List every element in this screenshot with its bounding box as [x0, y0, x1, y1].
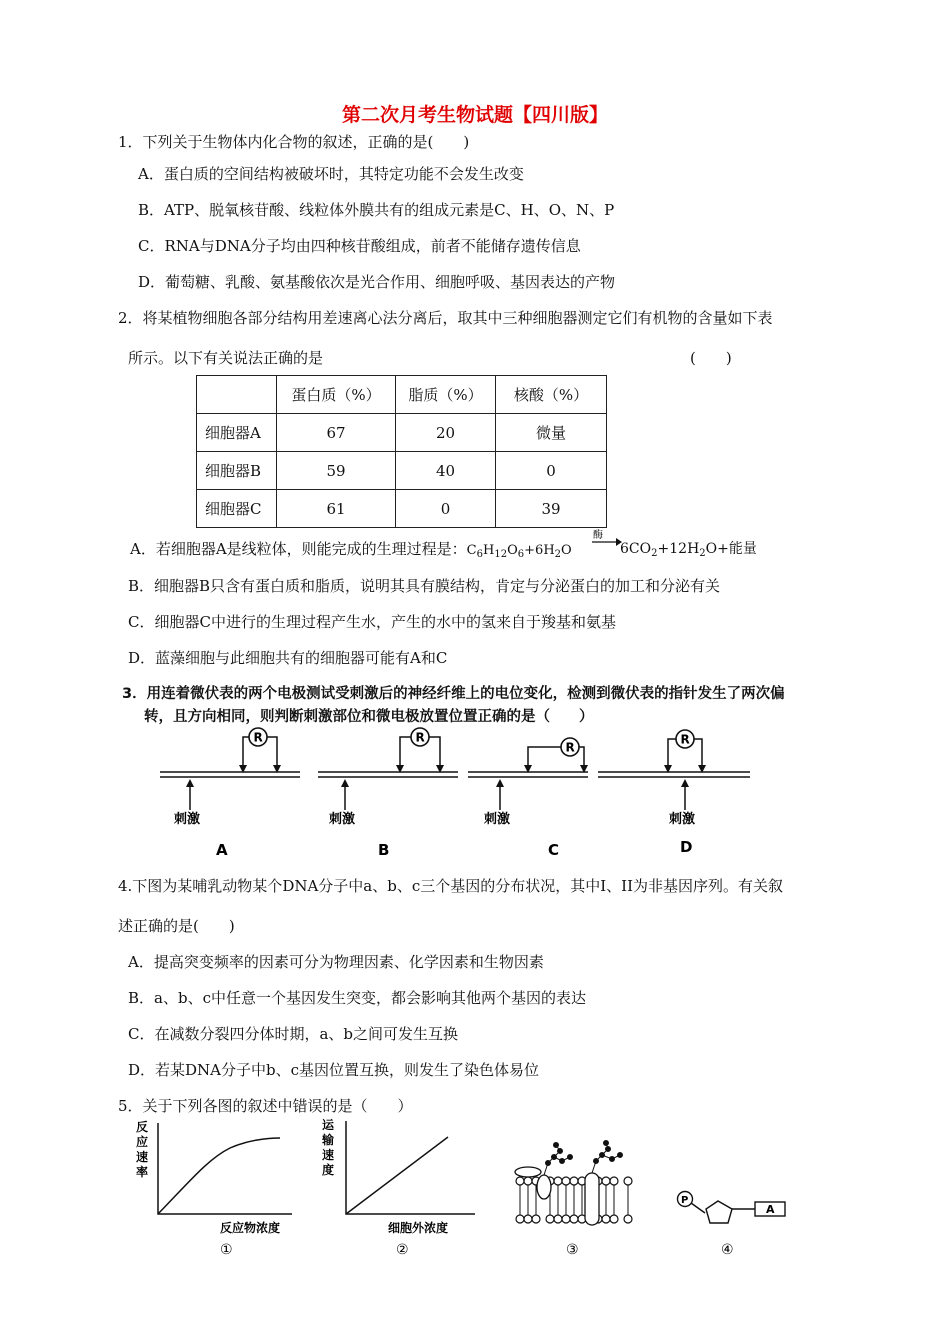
q1-option-a[interactable]: A．蛋白质的空间结构被破坏时，其特定功能不会发生改变 [138, 165, 524, 183]
y-axis-label-char: 度 [322, 1163, 335, 1177]
q2-answer-bracket: ( ) [690, 349, 732, 367]
enzyme-arrow [592, 527, 622, 553]
figure-number: ① [220, 1242, 233, 1258]
table-cell: 微量 [496, 414, 607, 452]
figure-3-cell-membrane [515, 1141, 632, 1259]
q1-stem: 1．下列关于生物体内化合物的叙述，正确的是( ) [118, 133, 470, 151]
table-row [197, 414, 607, 452]
meter-label: R [680, 732, 690, 747]
ribose-pentagon [706, 1201, 732, 1223]
figure-number: ② [396, 1242, 409, 1258]
q2-option-d[interactable]: D．蓝藻细胞与此细胞共有的细胞器可能有A和C [128, 649, 448, 667]
q4-stem-line1: 4.下图为某哺乳动物某个DNA分子中a、b、c三个基因的分布状况，其中I、II为非基因序列。有关叙 [118, 877, 784, 895]
electrode-wire [400, 737, 411, 769]
panel-label: C [548, 841, 560, 859]
phosphate-label: P [681, 1195, 689, 1206]
electrode-wire [694, 739, 702, 769]
q1-option-d[interactable]: D．葡萄糖、乳酸、氨基酸依次是光合作用、细胞呼吸、基因表达的产物 [138, 273, 616, 291]
q2-option-a[interactable] [130, 538, 572, 560]
stimulus-arrow-head [341, 779, 349, 787]
figure-4-atp-structure [678, 1192, 786, 1259]
phospholipid-tails [520, 1185, 628, 1215]
y-axis-label-char: 输 [322, 1133, 335, 1147]
x-axis-label: 反应物浓度 [220, 1221, 281, 1235]
table-cell: 细胞器A [197, 414, 277, 452]
electrode-wire [267, 737, 277, 769]
enzyme-label: 酶 [593, 530, 603, 541]
y-axis-label-char: 反 [136, 1120, 149, 1134]
table-row [197, 452, 607, 490]
table-cell: 67 [277, 414, 396, 452]
panel-c[interactable] [468, 738, 588, 859]
electrode-wire [429, 737, 440, 769]
q1-option-b[interactable]: B．ATP、脱氧核苷酸、线粒体外膜共有的组成元素是C、H、O、N、P [138, 201, 615, 219]
q4-stem-line2: 述正确的是( ) [118, 917, 235, 935]
table-cell: 0 [396, 490, 496, 528]
table-header-cell [197, 376, 277, 414]
q5-stem: 5．关于下列各图的叙述中错误的是（ ） [118, 1097, 413, 1115]
q2-option-a-text: A．若细胞器A是线粒体，则能完成的生理过程是： [130, 540, 467, 558]
table-header-cell: 脂质（%） [396, 376, 496, 414]
panel-label: B [378, 841, 390, 859]
phospholipid-heads-top [516, 1177, 632, 1185]
table-cell: 细胞器B [197, 452, 277, 490]
page-title: 第二次月考生物试题【四川版】 [341, 104, 608, 126]
meter-label: R [253, 730, 263, 745]
table-header-row [197, 376, 607, 414]
glycoprotein-chain [544, 1143, 573, 1176]
stimulus-arrow-head [186, 779, 194, 787]
y-axis-label-char: 速 [322, 1148, 335, 1162]
stimulus-label: 刺激 [484, 812, 511, 827]
q2-stem-line2: 所示。以下有关说法正确的是 [128, 349, 324, 367]
q2-stem-line1: 2．将某植物细胞各部分结构用差速离心法分离后，取其中三种细胞器测定它们有机物的含量如下表 [118, 309, 773, 327]
adenine-label: A [766, 1203, 775, 1216]
table-cell: 40 [396, 452, 496, 490]
panel-label: D [680, 838, 693, 856]
q5-figures [130, 1115, 810, 1265]
q4-option-c[interactable]: C．在减数分裂四分体时期，a、b之间可发生互换 [128, 1025, 459, 1043]
q2-option-c[interactable]: C．细胞器C中进行的生理过程产生水，产生的水中的氢来自于羧基和氨基 [128, 613, 616, 631]
panel-a[interactable] [160, 728, 300, 859]
table-cell: 20 [396, 414, 496, 452]
saturation-curve [158, 1138, 280, 1214]
meter-label: R [415, 730, 425, 745]
table-cell: 59 [277, 452, 396, 490]
bond-line [691, 1203, 705, 1213]
table-cell: 0 [496, 452, 607, 490]
peripheral-protein [515, 1167, 541, 1177]
figure-2-transport-rate [321, 1117, 475, 1258]
table-cell: 39 [496, 490, 607, 528]
meter-label: R [565, 740, 575, 755]
axes [158, 1123, 292, 1214]
q4-option-d[interactable]: D．若某DNA分子中b、c基因位置互换，则发生了染色体易位 [128, 1061, 540, 1079]
q1-option-c[interactable]: C．RNA与DNA分子均由四种核苷酸组成，前者不能储存遗传信息 [138, 237, 581, 255]
q2-option-b[interactable]: B．细胞器B只含有蛋白质和脂质，说明其具有膜结构，肯定与分泌蛋白的加工和分泌有关 [128, 577, 721, 595]
table-header-cell: 蛋白质（%） [277, 376, 396, 414]
glycolipid-chain [592, 1141, 623, 1174]
x-axis-label: 细胞外浓度 [388, 1221, 449, 1235]
y-axis-label-char: 速 [136, 1150, 149, 1164]
linear-line [346, 1137, 448, 1214]
panel-d[interactable] [598, 730, 750, 856]
q2-formula-right: $6CO_2+12H_2O+$能量 [620, 541, 757, 559]
stimulus-arrow-head [496, 779, 504, 787]
electrode-wire [528, 747, 561, 769]
y-axis-label-char: 率 [136, 1165, 149, 1179]
panel-b[interactable] [318, 728, 458, 859]
figure-number: ④ [721, 1242, 734, 1258]
stimulus-label: 刺激 [174, 812, 201, 827]
figure-1-reaction-rate [136, 1119, 292, 1258]
stimulus-label: 刺激 [669, 812, 696, 827]
membrane-protein [537, 1175, 551, 1199]
y-axis-label-char: 运 [322, 1118, 335, 1132]
transmembrane-protein [585, 1173, 599, 1225]
q3-nerve-diagrams [150, 725, 770, 860]
q4-option-a[interactable]: A．提高突变频率的因素可分为物理因素、化学因素和生物因素 [128, 953, 544, 971]
y-axis-label-char: 应 [136, 1135, 149, 1149]
table-row [197, 490, 607, 528]
table-cell: 细胞器C [197, 490, 277, 528]
stimulus-label: 刺激 [329, 812, 356, 827]
table-header-cell: 核酸（%） [496, 376, 607, 414]
phospholipid-heads-bottom [516, 1215, 632, 1223]
table-cell: 61 [277, 490, 396, 528]
electrode-wire [243, 737, 249, 769]
figure-number: ③ [566, 1242, 579, 1258]
q3-stem-line1: 3．用连着微伏表的两个电极测试受刺激后的神经纤维上的电位变化，检测到微伏表的指针发生了两次偏 [122, 686, 785, 702]
q2-data-table [196, 375, 607, 528]
q4-option-b[interactable]: B．a、b、c中任意一个基因发生突变，都会影响其他两个基因的表达 [128, 989, 586, 1007]
panel-label: A [216, 841, 228, 859]
electrode-wire [668, 739, 676, 769]
q2-formula-left: $C_6H_{12}O_6+6H_2O$ [466, 543, 572, 560]
q3-stem-line2: 转，且方向相同，则判断刺激部位和微电极放置位置正确的是（ ） [144, 709, 594, 725]
stimulus-arrow-head [681, 779, 689, 787]
